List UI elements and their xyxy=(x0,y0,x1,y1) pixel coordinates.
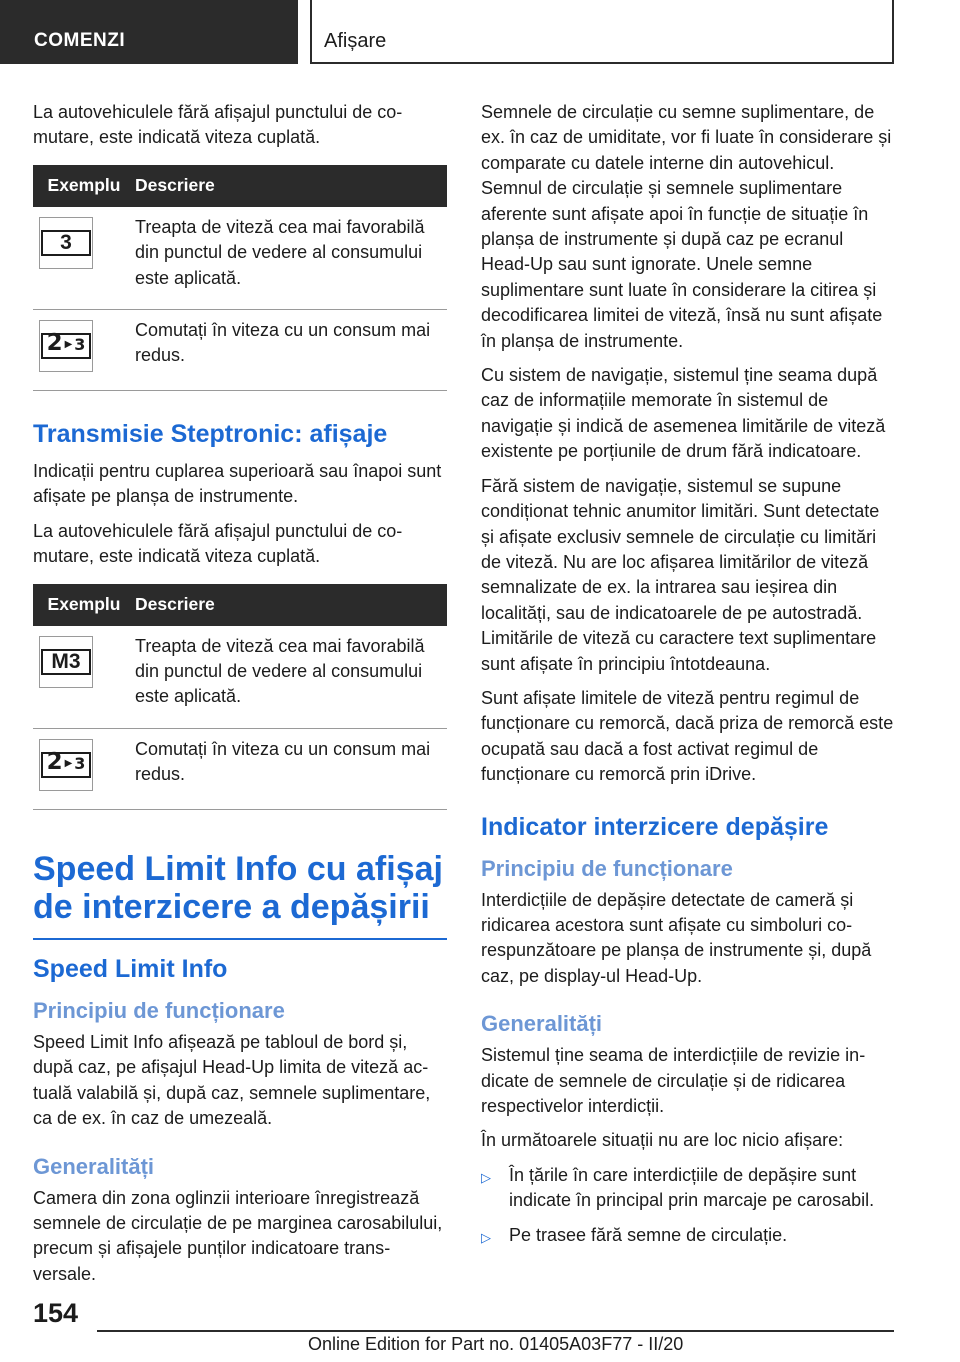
column-header-description: Descriere xyxy=(135,165,447,207)
general-heading: Generalități xyxy=(33,1153,155,1179)
table-header-row xyxy=(33,165,447,207)
shift-from-gear: 2 xyxy=(46,330,63,357)
paragraph-supplementary-signs: Semnele de circulație cu semne suplimentare, de ex. în caz de umiditate, vor fi luate în considerare și comparate cu datele interne din autovehicul. Semnul de circulație și semnele suplimentare aferente sunt afișate apoi în funcție de situație în planșa de instrumente și după caz pe ecranul Head-Up sau sunt ignorate. Unele semne suplimentare sunt luate în considerare la citirea și decodificarea limitei de viteză, însă nu sunt afișate în planșa de instrumente. xyxy=(481,102,892,351)
speed-limit-info-heading: Speed Limit Info xyxy=(33,954,228,983)
gear-label: 3 xyxy=(60,231,72,255)
principle-paragraph: Interdicțiile de depășire detectate de cameră și ridicarea acestora sunt afișate cu simboluri corespunzătoare pe planșa de instrumente și, după caz, pe display-ul Head-Up. xyxy=(481,889,872,986)
triangle-right-icon: ▶ xyxy=(64,758,73,770)
steptronic-heading: Transmisie Steptronic: afișaje xyxy=(33,420,388,449)
general-paragraph: Sistemul ține seama de interdicțiile de revizie indicate de semnele de circulație și de ridicarea respectivelor interdicții. xyxy=(481,1045,866,1116)
column-header-example: Exemplu xyxy=(33,165,135,207)
gear-indicator-icon xyxy=(39,217,93,269)
table-row xyxy=(33,626,447,729)
chapter-tab: COMENZI xyxy=(0,0,298,64)
section-title: Afișare xyxy=(310,0,894,64)
principle-heading: Principiu de funcționare xyxy=(33,997,285,1023)
table-header-row xyxy=(33,584,447,626)
right-column xyxy=(481,100,895,1259)
list-item: ▷ Pe trasee fără semne de circulație. xyxy=(481,1223,895,1250)
intro-paragraph: La autovehiculele fără afișajul punctului de comutare, este indicată viteza cuplată. xyxy=(33,102,403,148)
paragraph-no-navigation: Fără sistem de navigație, sistemul se supune condiționat tehnic anumitor limitări. Sunt detectate și afișate exclusiv semnele de circulație cu limitări de viteză. Nu are loc afișarea limitărilor de viteză semnalizate de ex. la intrarea sau ieșirea din localități, sau de indicatoarele de pe autostradă. Limitările de viteză cu caractere text suplimentare sunt afișate în principiu întotdeauna. xyxy=(481,475,880,674)
table-row xyxy=(33,310,447,391)
shift-up-icon xyxy=(39,739,93,791)
situations-list xyxy=(481,1163,895,1250)
row-description: Comutați în viteza cu un consum mai redus. xyxy=(135,728,447,809)
situations-intro: În următoarele situații nu are loc nicio afișare: xyxy=(481,1130,844,1151)
gear-label: M3 xyxy=(51,649,81,673)
gear-table-1 xyxy=(33,165,447,391)
principle-paragraph: Speed Limit Info afișează pe tabloul de bord și, după caz, pe afișajul Head-Up limita de viteză actuală valabilă și, după caz, semnele suplimentare, ca de ex. în caz de umezeală. xyxy=(33,1031,431,1129)
column-header-description: Descriere xyxy=(135,584,447,626)
general-paragraph: Camera din zona oglinzii interioare înregistrează semnele de circulație de pe marginea carosabilului, precum și afișajele punților indicatoare transversale. xyxy=(33,1187,443,1284)
shift-to-gear: 3 xyxy=(74,335,86,355)
footer-divider xyxy=(97,1330,894,1332)
left-column xyxy=(33,100,447,1296)
general-heading: Generalități xyxy=(481,1011,603,1037)
triangle-bullet-icon: ▷ xyxy=(481,1229,491,1245)
paragraph-trailer: Sunt afișate limitele de viteză pentru regimul de funcționare cu remorcă, dacă priza de remorcă este ocupată sau dacă a fost activat regimul de funcționare cu remorcă prin iDrive. xyxy=(481,687,894,785)
row-description: Treapta de viteză cea mai favorabilă din punctul de vedere al consumului este aplicată. xyxy=(135,626,447,729)
steptronic-paragraph-1: Indicații pentru cuplarea superioară sau înapoi sunt afișate pe planșa de instrumente. xyxy=(33,461,442,507)
list-item: ▷ În țările în care interdicțiile de depășire sunt indicate în principal prin marcaje pe carosabil. xyxy=(481,1163,895,1214)
triangle-bullet-icon: ▷ xyxy=(481,1169,491,1185)
main-heading: Speed Limit Info cu afișaj de interzicere a depășirii xyxy=(33,850,447,940)
manual-gear-indicator-icon xyxy=(39,636,93,688)
page-number: 154 xyxy=(33,1298,79,1328)
overtaking-heading: Indicator interzicere depășire xyxy=(481,812,829,841)
table-row xyxy=(33,728,447,809)
paragraph-navigation: Cu sistem de navigație, sistemul ține seama după caz de informațiile memorate în sistemul de navigație și indică de asemenea limitările de viteză existente pe porțiunile de drum fără indicatoare. xyxy=(481,365,886,462)
steptronic-paragraph-2: La autovehiculele fără afișajul punctului de comutare, este indicată viteza cuplată. xyxy=(33,520,403,567)
shift-to-gear: 3 xyxy=(74,754,86,774)
shift-up-icon xyxy=(39,320,93,372)
page-header xyxy=(0,0,960,66)
table-row xyxy=(33,207,447,310)
row-description: Comutați în viteza cu un consum mai redus. xyxy=(135,310,447,391)
principle-heading: Principiu de funcționare xyxy=(481,855,733,881)
column-header-example: Exemplu xyxy=(33,584,135,626)
row-description: Treapta de viteză cea mai favorabilă din punctul de vedere al consumului este aplicată. xyxy=(135,207,447,310)
gear-table-2 xyxy=(33,584,447,810)
edition-note: Online Edition for Part no. 01405A03F77 - II/20 xyxy=(308,1334,684,1354)
triangle-right-icon: ▶ xyxy=(64,339,73,351)
shift-from-gear: 2 xyxy=(46,749,63,776)
